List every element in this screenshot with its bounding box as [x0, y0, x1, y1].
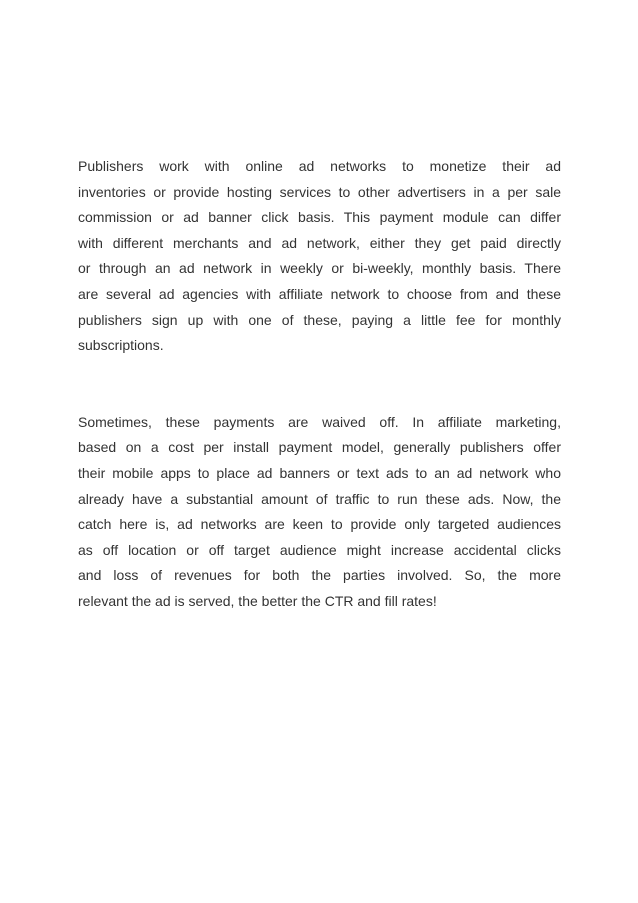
document-body	[78, 154, 561, 615]
text-line: subscriptions.	[78, 337, 164, 354]
text-line: based on a cost per install payment model, generally publishers offer	[78, 439, 561, 456]
paragraph-spacer	[78, 359, 561, 410]
paragraph-2	[78, 410, 561, 615]
text-line: with different merchants and ad network, either they get paid directly	[78, 234, 561, 251]
text-line: or through an ad network in weekly or bi-weekly, monthly basis. There	[78, 260, 561, 277]
text-line: Publishers work with online ad networks to monetize their ad	[78, 158, 561, 174]
text-line: Sometimes, these payments are waived off. In affiliate marketing,	[78, 413, 561, 430]
paragraph-1	[78, 154, 561, 359]
text-line: relevant the ad is served, the better the CTR and fill rates!	[78, 592, 437, 609]
text-line: catch here is, ad networks are keen to provide only targeted audiences	[78, 516, 561, 533]
text-line: already have a substantial amount of traffic to run these ads. Now, the	[78, 490, 561, 507]
text-line: and loss of revenues for both the parties involved. So, the more	[78, 567, 561, 584]
text-line: as off location or off target audience might increase accidental clicks	[78, 541, 561, 558]
text-line: are several ad agencies with affiliate network to choose from and these	[78, 285, 561, 302]
text-line: inventories or provide hosting services to other advertisers in a per sale	[78, 183, 561, 200]
text-line: commission or ad banner click basis. This payment module can differ	[78, 209, 561, 226]
text-line: their mobile apps to place ad banners or text ads to an ad network who	[78, 464, 561, 481]
text-line: publishers sign up with one of these, paying a little fee for monthly	[78, 311, 561, 328]
